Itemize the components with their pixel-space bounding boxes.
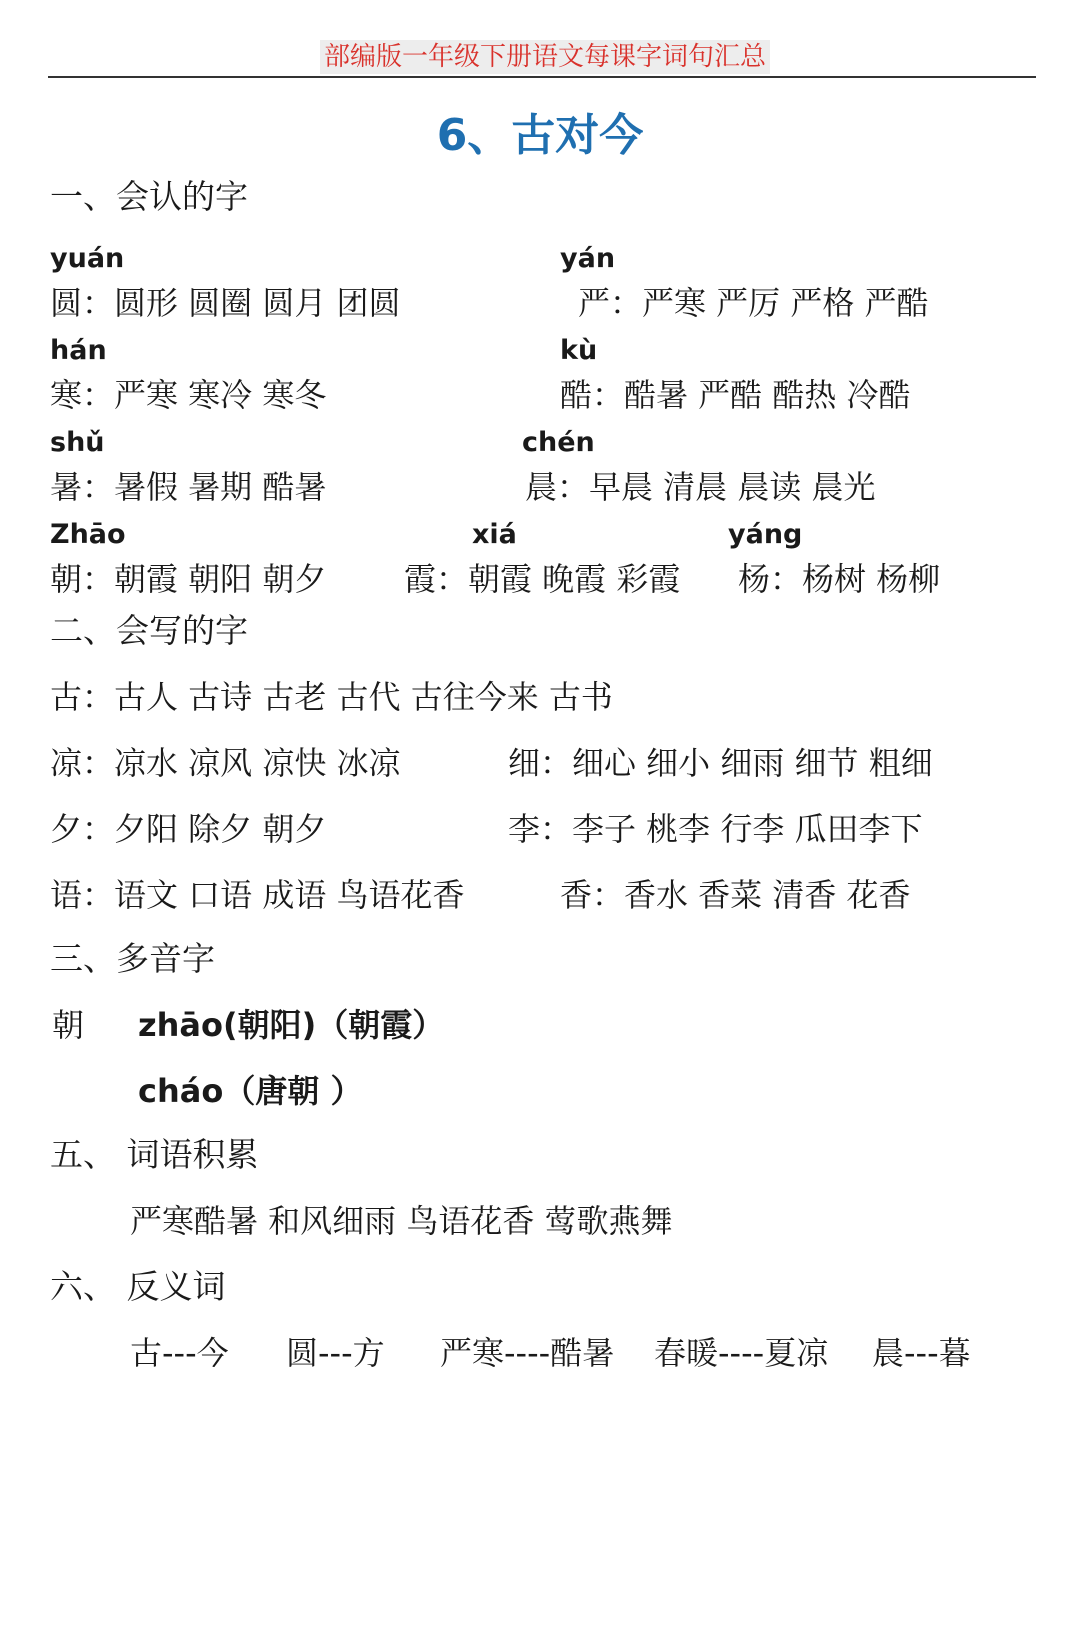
antonym-pair: 春暖----夏凉 [654,1334,829,1372]
document-header-title: 部编版一年级下册语文每课字词句汇总 [320,40,770,74]
word-row-shu: 暑：暑假 暑期 酷暑 [50,468,327,506]
word-row-yan: 严：严寒 严厉 严格 严酷 [578,284,929,322]
write-row-xiang: 香：香水 香菜 清香 花香 [560,876,911,914]
section-heading-phrases: 五、 词语积累 [50,1135,259,1174]
write-row-xi-dusk: 夕：夕阳 除夕 朝夕 [50,810,327,848]
word-row-chen: 晨：早晨 清晨 晨读 晨光 [525,468,876,506]
antonym-pair: 圆---方 [286,1334,385,1372]
antonym-pair: 晨---暮 [872,1334,971,1372]
word-row-xia: 霞：朝霞 晚霞 彩霞 [404,560,681,598]
antonym-pair: 古---今 [130,1334,229,1372]
pinyin-shu: shǔ [50,427,105,458]
polyphone-reading-chao: cháo（唐朝 ） [138,1072,363,1110]
write-row-xi-fine: 细：细心 细小 细雨 细节 粗细 [508,744,933,782]
phrase-list: 严寒酷暑 和风细雨 鸟语花香 莺歌燕舞 [130,1202,673,1240]
pinyin-han: hán [50,335,107,366]
write-row-gu: 古：古人 古诗 古老 古代 古往今来 古书 [50,678,613,716]
word-row-zhao: 朝：朝霞 朝阳 朝夕 [50,560,327,598]
write-row-liang: 凉：凉水 凉风 凉快 冰凉 [50,744,401,782]
pinyin-chen: chén [522,427,595,458]
pinyin-yuan: yuán [50,243,125,274]
pinyin-ku: kù [560,335,598,366]
pinyin-yan: yán [560,243,616,274]
polyphone-char: 朝 [52,1006,85,1044]
antonym-pair: 严寒----酷暑 [440,1334,615,1372]
word-row-yang: 杨：杨树 杨柳 [738,560,941,598]
polyphone-reading-zhao: zhāo(朝阳)（朝霞） [138,1006,445,1044]
lesson-title: 6、古对今 [436,110,644,161]
section-heading-recognize: 一、会认的字 [50,177,248,216]
word-row-yuan: 圆：圆形 圆圈 圆月 团圆 [50,284,401,322]
section-heading-antonyms: 六、 反义词 [50,1267,226,1306]
write-row-yu: 语：语文 口语 成语 鸟语花香 [50,876,465,914]
section-heading-write: 二、会写的字 [50,611,248,650]
pinyin-xia: xiá [472,519,517,550]
pinyin-zhao: Zhāo [50,519,126,550]
word-row-ku: 酷：酷暑 严酷 酷热 冷酷 [560,376,911,414]
pinyin-yang: yáng [728,519,803,550]
header-divider [48,76,1036,78]
section-heading-polyphone: 三、多音字 [50,939,215,978]
write-row-li: 李：李子 桃李 行李 瓜田李下 [508,810,923,848]
word-row-han: 寒：严寒 寒冷 寒冬 [50,376,327,414]
